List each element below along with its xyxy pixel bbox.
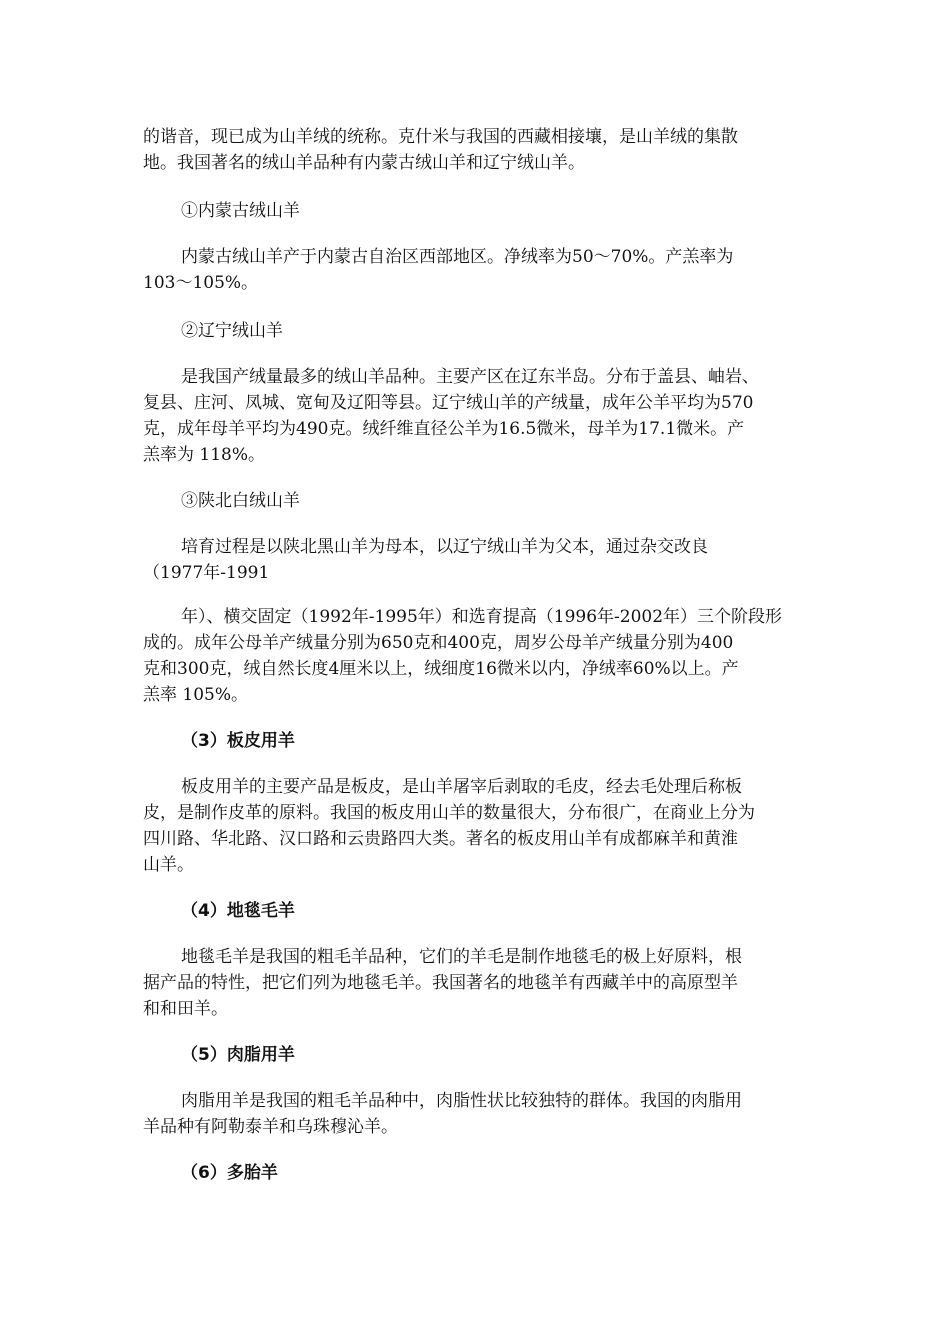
text-line: 山羊。 [143,855,194,875]
text-line: 的谐音，现已成为山羊绒的统称。克什米与我国的西藏相接壤，是山羊绒的集散 [143,127,738,147]
sub2-paragraph [143,364,813,468]
text-line: 和和田羊。 [143,999,228,1019]
section-6-heading: （6）多胎羊 [181,1163,278,1183]
sub1-title: ①内蒙古绒山羊 [181,201,300,221]
text-line: 肉脂用羊是我国的粗毛羊品种中，肉脂性状比较独特的群体。我国的肉脂用 [181,1091,742,1111]
text-line: 复县、庄河、凤城、宽甸及辽阳等县。辽宁绒山羊的产绒量，成年公羊平均为570 [143,393,754,413]
section-3-heading: （3）板皮用羊 [181,731,295,751]
text-line: 羔率 105%。 [143,685,249,705]
text-line: 地毯毛羊是我国的粗毛羊品种，它们的羊毛是制作地毯毛的极上好原料，根 [181,947,742,967]
sub1-paragraph [143,244,813,296]
section-4-paragraph [143,944,813,1022]
text-line: 克，成年母羊平均为490克。绒纤维直径公羊为16.5微米，母羊为17.1微米。产 [143,419,745,439]
text-line: 地。我国著名的绒山羊品种有内蒙古绒山羊和辽宁绒山羊。 [143,153,585,173]
text-line: 四川路、华北路、汉口路和云贵路四大类。著名的板皮用山羊有成都麻羊和黄淮 [143,829,738,849]
intro-paragraph [143,124,813,176]
sub3-title: ③陕北白绒山羊 [181,491,300,511]
sub2-title: ②辽宁绒山羊 [181,321,283,341]
text-line: 板皮用羊的主要产品是板皮，是山羊屠宰后剥取的毛皮，经去毛处理后称板 [181,777,742,797]
text-line: 克和300克，绒自然长度4厘米以上，绒细度16微米以内，净绒率60%以上。产 [143,659,739,679]
text-line: 103～105%。 [143,273,259,293]
text-line: 据产品的特性，把它们列为地毯毛羊。我国著名的地毯羊有西藏羊中的高原型羊 [143,973,738,993]
text-line: 成的。成年公母羊产绒量分别为650克和400克，周岁公母羊产绒量分别为400 [143,633,734,653]
text-line: 培育过程是以陕北黑山羊为母本，以辽宁绒山羊为父本，通过杂交改良 [181,537,708,557]
sub3-paragraph-b [143,604,813,708]
section-3-paragraph [143,774,813,878]
section-4-heading: （4）地毯毛羊 [181,901,295,921]
text-line: 皮，是制作皮革的原料。我国的板皮用山羊的数量很大，分布很广，在商业上分为 [143,803,755,823]
text-line: 羊品种有阿勒泰羊和乌珠穆沁羊。 [143,1117,398,1137]
section-5-heading: （5）肉脂用羊 [181,1045,295,1065]
sub3-paragraph-a [143,534,813,586]
section-5-paragraph [143,1088,813,1140]
text-line: 年）、横交固定（1992年-1995年）和选育提高（1996年-2002年）三个阶段形 [181,607,783,627]
text-line: 内蒙古绒山羊产于内蒙古自治区西部地区。净绒率为50～70%。产羔率为 [181,247,734,267]
text-line: （1977年-1991 [143,563,270,583]
text-line: 是我国产绒量最多的绒山羊品种。主要产区在辽东半岛。分布于盖县、岫岩、 [181,367,759,387]
text-line: 羔率为 118%。 [143,445,266,465]
